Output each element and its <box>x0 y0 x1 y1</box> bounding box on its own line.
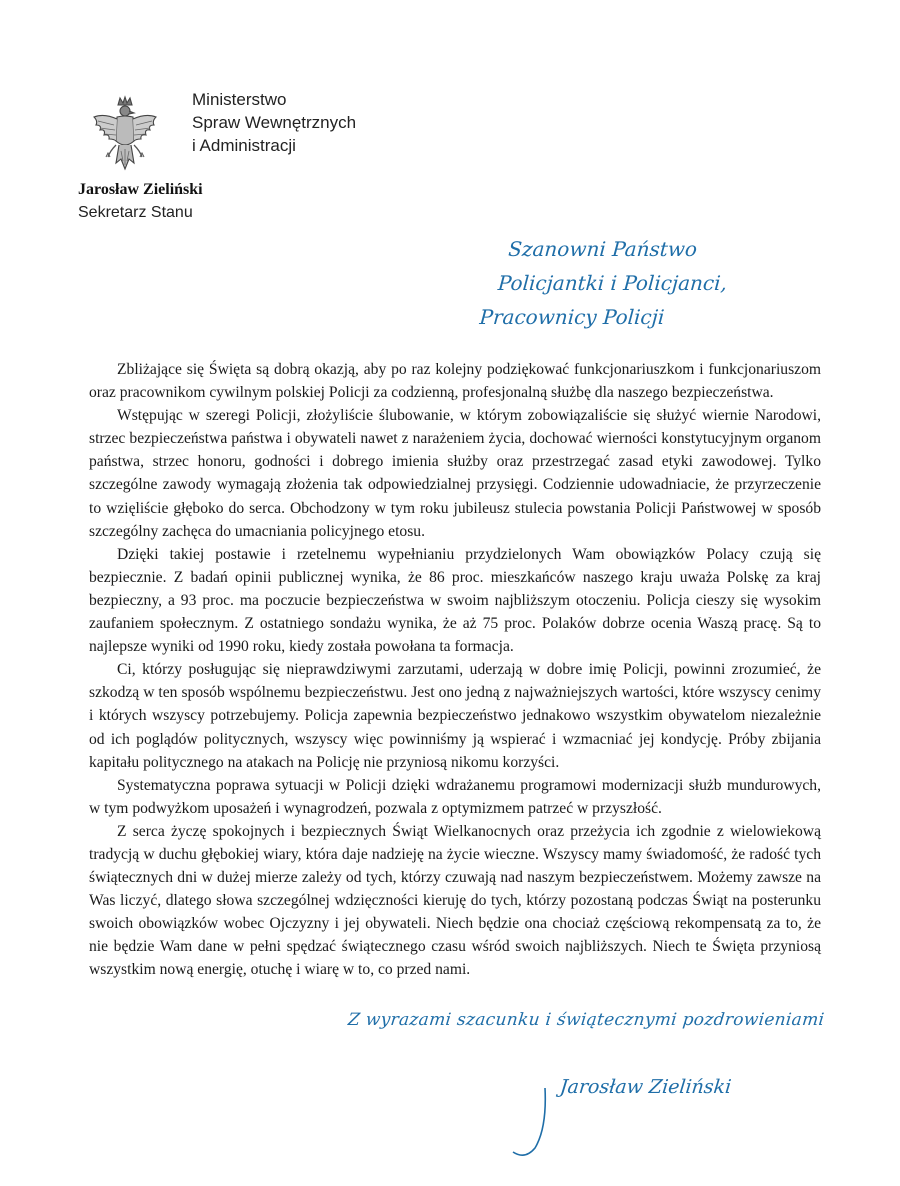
greeting-line-2: Policjantki i Policjanci, <box>497 271 728 295</box>
ministry-name <box>192 88 356 157</box>
official-name: Jarosław Zieliński <box>78 181 203 198</box>
body-paragraph: Systematyczna poprawa sytuacji w Policji dzięki wdrażanemu programowi modernizacji służb mundurowych, w tym podwyżkom uposażeń i wynagrodzeń, pozwala z optymizmem patrzeć w przyszłość. <box>89 776 821 817</box>
letter-body <box>89 358 821 982</box>
body-paragraph: Zbliżające się Święta są dobrą okazją, aby po raz kolejny podziękować funkcjonariuszkom i funkcjonariuszom oraz pracownikom cywilnym polskiej Policji za codzienną, profesjonalną służbę dla naszego bezpieczeństwa. <box>89 361 821 402</box>
ministry-line-2: Spraw Wewnętrznych <box>192 113 357 132</box>
body-paragraph: Ci, którzy posługując się nieprawdziwymi zarzutami, uderzają w dobre imię Policji, powinni zrozumieć, że szkodzą w ten sposób wspólnemu bezpieczeństwu. Jest ono jedną z najważniejszych wartości, które wszyscy cenimy i których wszyscy potrzebujemy. Policja zapewnia bezpieczeństwo jednakowo wszystkim obywatelom niezależnie od ich poglądów politycznych, wszyscy więc powinniśmy ją wspierać i wzmacniać jej kondycję. Próby zbijania kapitału politycznego na atakach na Policję nie przyniosą nikomu korzyści. <box>89 661 821 771</box>
handwritten-closing: Z wyrazami szacunku i świątecznymi pozdrowieniami <box>346 1010 826 1030</box>
handwritten-signature: Jarosław Zieliński <box>558 1076 733 1098</box>
greeting-line-1: Szanowni Państwo <box>507 237 698 261</box>
body-paragraph: Dzięki takiej postawie i rzetelnemu wypełnianiu przydzielonych Wam obowiązków Polacy czują się bezpiecznie. Z badań opinii publicznej wynika, że 86 proc. mieszkańców naszego kraju uważa Polskę za kraj bezpieczny, a 93 proc. ma poczucie bezpieczeństwa w swoim najbliższym otoczeniu. Policja cieszy się wysokim zaufaniem społecznym. Z ostatniego sondażu wynika, że aż 75 proc. Polaków dobrze ocenia Waszą pracę. Są to najlepsze wyniki od 1990 roku, kiedy została powołana ta formacja. <box>89 545 821 656</box>
ministry-line-3: i Administracji <box>192 136 296 155</box>
body-paragraph: Z serca życzę spokojnych i bezpiecznych Świąt Wielkanocnych oraz przeżycia ich zgodnie z wielowiekową tradycją w duchu głębokiej wiary, która daje nadzieję na życie wieczne. Wszyscy mamy świadomość, że radość tych świątecznych dni w dużej mierze zależy od tych, którzy czuwają nad naszym bezpieczeństwem. Możemy zawsze na Was liczyć, dlatego słowa szczególnej wdzięczności kieruję do tych, którzy pozostaną podczas Świąt na posterunku swoich obowiązków wobec Ojczyzny i jej obywateli. Niech będzie ona chociaż częściową rekompensatą za to, że nie będzie Wam dane w pełni spędzać świątecznego czasu wśród swoich najbliższych. Niech te Święta przyniosą wszystkim nową energię, otuchę i wiarę w to, co przed nami. <box>89 822 821 979</box>
body-paragraph: Wstępując w szeregi Policji, złożyliście ślubowanie, w którym zobowiązaliście się służyć wiernie Narodowi, strzec bezpieczeństwa państwa i obywateli nawet z narażeniem życia, dochować wierności konstytucyjnym organom państwa, strzec honoru, godności i dobrego imienia służby oraz przestrzegać zasad etyki zawodowej. Tylko szczególne zawody wymagają złożenia tak odpowiedzialnej przysięgi. Codziennie udowadniacie, że przyrzeczenie to wzięliście głęboko do serca. Obchodzony w tym roku jubileusz stulecia powstania Policji Państwowej w sposób szczególny zachęca do umacniania policyjnego etosu. <box>89 407 821 540</box>
polish-eagle-emblem-icon <box>90 95 160 177</box>
ministry-line-1: Ministerstwo <box>192 90 287 109</box>
official-title: Sekretarz Stanu <box>78 204 193 221</box>
greeting-line-3: Pracownicy Policji <box>478 305 666 329</box>
handwritten-greeting <box>478 232 761 334</box>
